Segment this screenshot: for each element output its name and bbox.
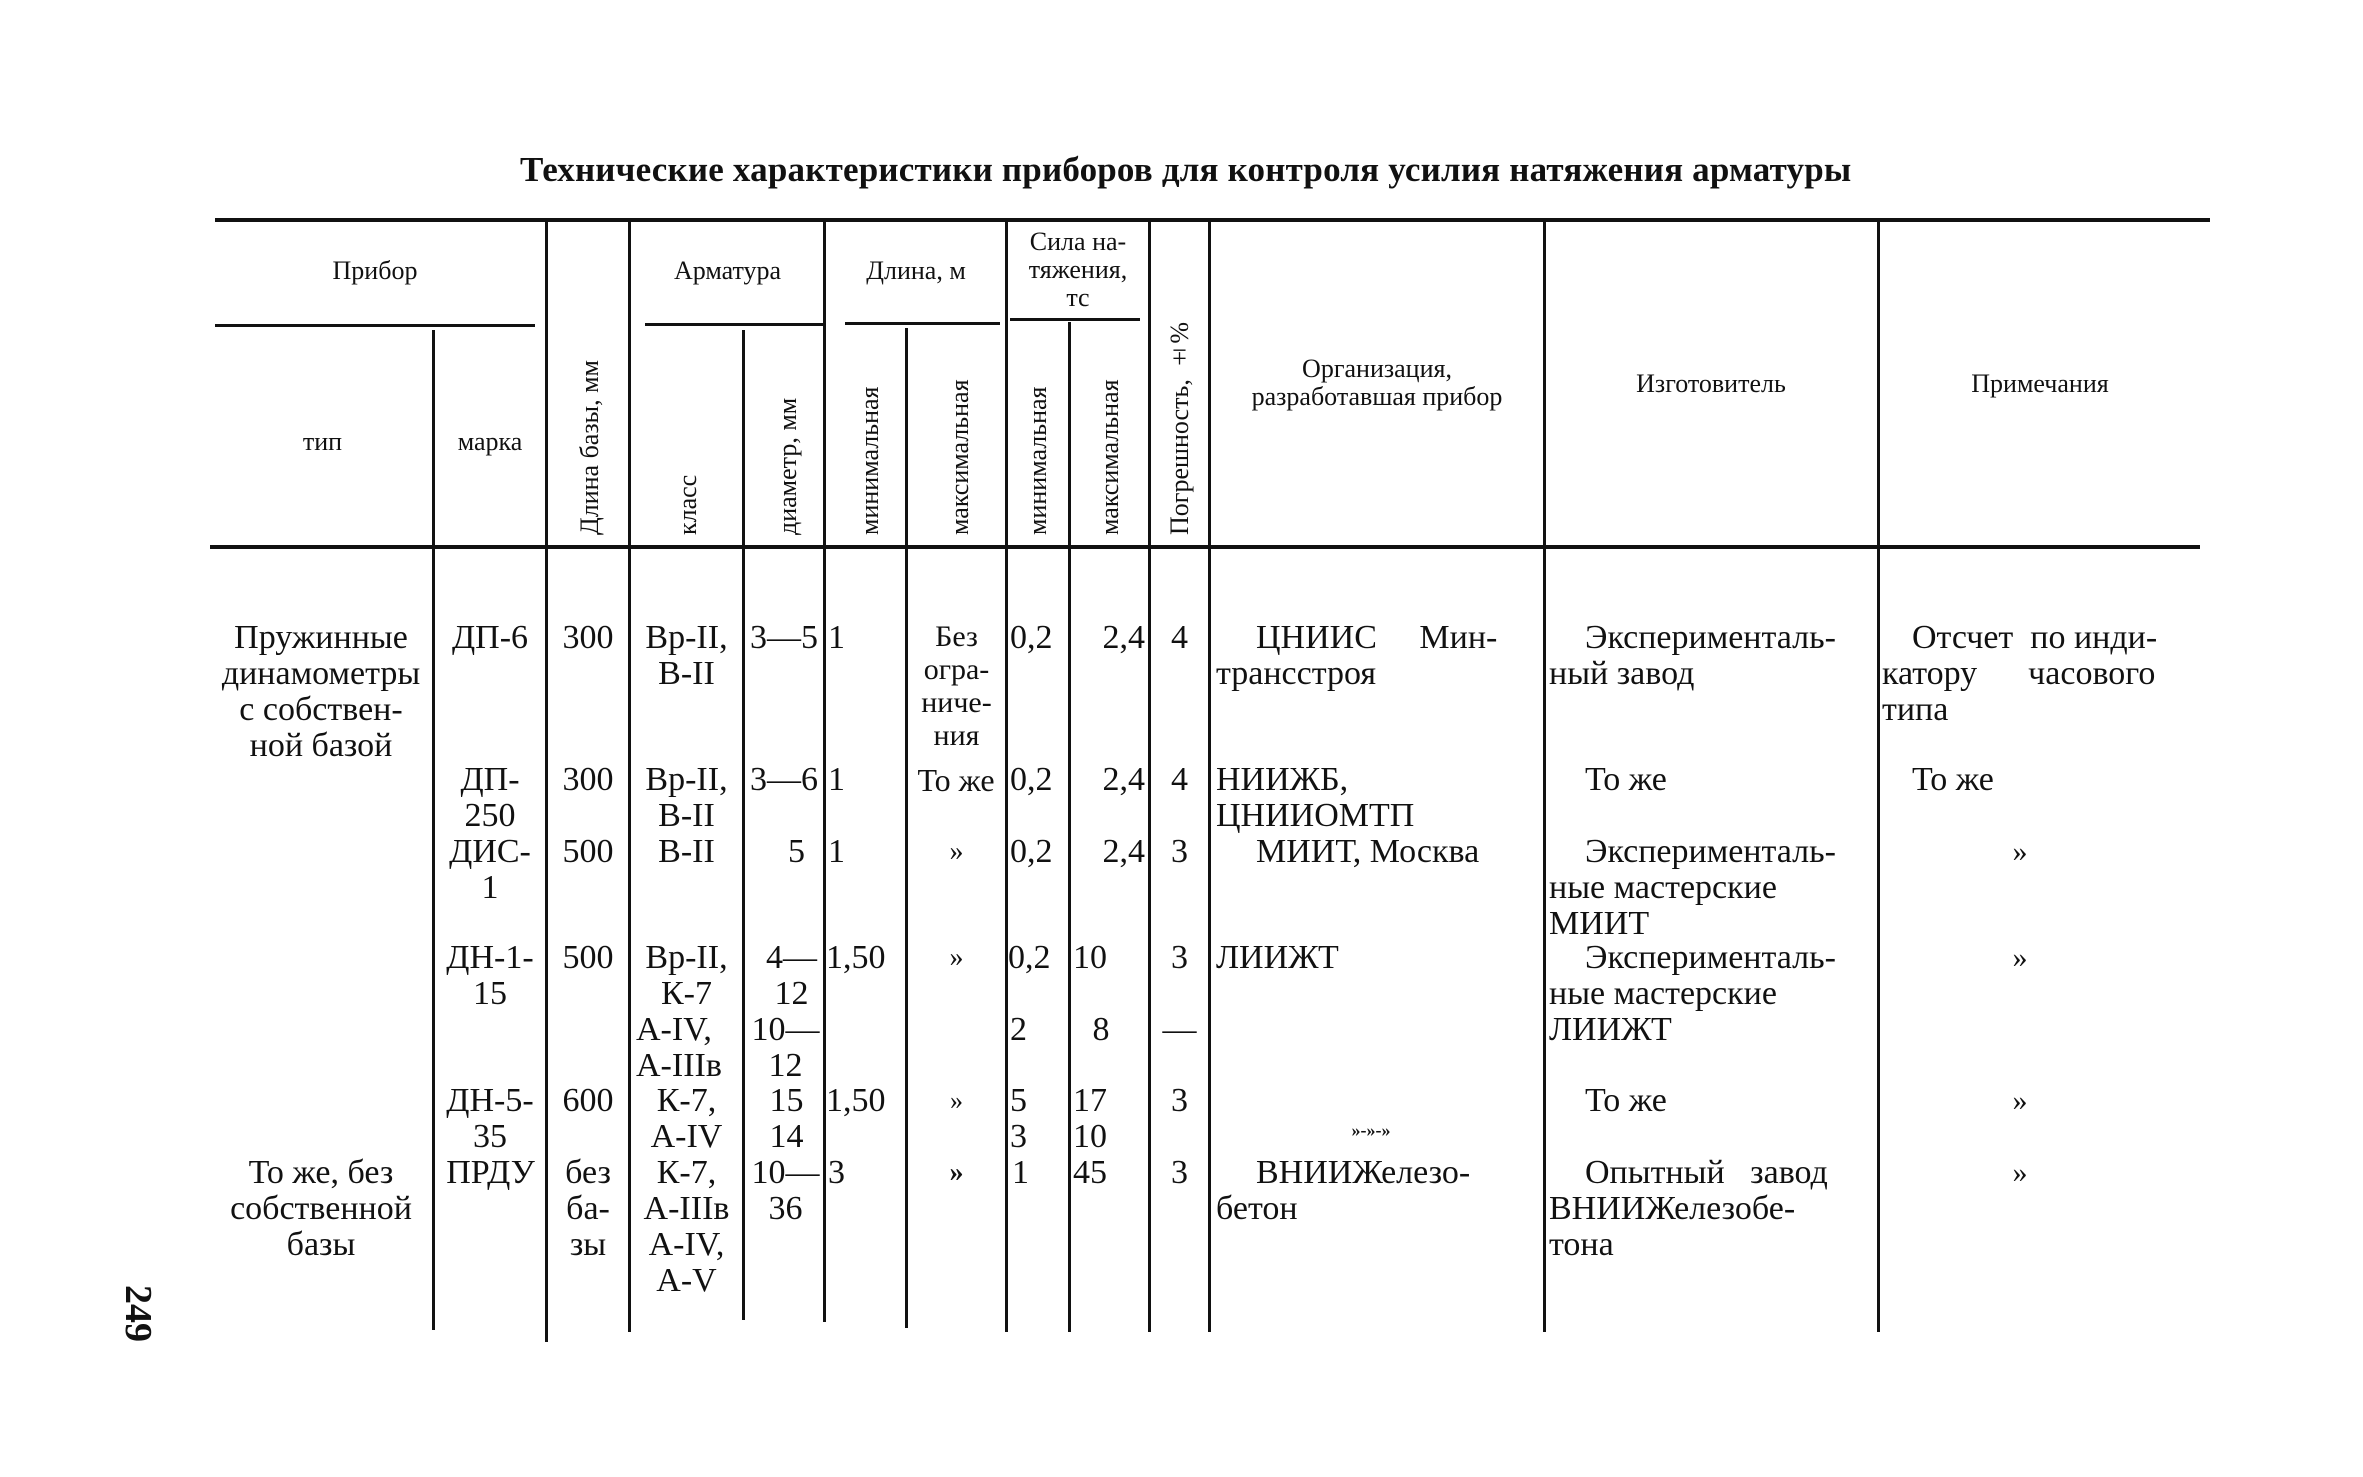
length-sub-rule <box>845 322 1000 325</box>
header-diameter: диаметр, мм <box>773 397 802 535</box>
cell-maker-r3: Эксперименталь- ные мастерские МИИТ <box>1549 833 1836 942</box>
cell-base-r2: 300 <box>562 761 614 798</box>
cell-fmax-r4: 10 <box>1073 939 1107 976</box>
header-class: класс <box>673 474 702 535</box>
header-length-max: максимальная <box>945 379 974 535</box>
header-organization: Организация, разработавшая прибор <box>1251 354 1503 411</box>
header-brand: марка <box>457 427 523 456</box>
vrule-fmin-fmax <box>1068 322 1071 1332</box>
cell-maker-r7: Опытный завод ВНИИЖелезобе- тона <box>1549 1154 1828 1263</box>
cell-org-r6: »-»-» <box>1351 1120 1391 1140</box>
cell-org-r7: ВНИИЖелезо- бетон <box>1216 1154 1471 1227</box>
cell-lenmax-r4: » <box>949 942 964 973</box>
cell-lenmin-r1: 1 <box>828 619 845 656</box>
cell-class-r7: К-7, А-IIIв А-IV, А-V <box>643 1154 730 1299</box>
cell-maker-r4: Эксперименталь- ные мастерские ЛИИЖТ <box>1549 939 1836 1048</box>
cell-diameter-r7: 10— 36 <box>751 1154 820 1227</box>
header-force-max: максимальная <box>1095 379 1124 535</box>
cell-org-r4: ЛИИЖТ <box>1216 939 1339 976</box>
cell-lenmin-r2: 1 <box>828 761 845 798</box>
cell-fmax-r1: 2,4 <box>1102 619 1145 656</box>
cell-note-r6: » <box>2012 1084 2028 1117</box>
cell-maker-r2: То же <box>1585 761 1667 798</box>
cell-note-r3: » <box>2012 835 2028 868</box>
cell-org-r3: МИИТ, Москва <box>1256 833 1480 870</box>
cell-fmax-r7: 45 <box>1073 1154 1107 1191</box>
cell-diameter-r4: 4— 12 <box>766 939 817 1012</box>
cell-fmin-r5: 2 <box>1010 1011 1027 1048</box>
cell-lenmax-r3: » <box>949 836 964 867</box>
header-notes: Примечания <box>1971 369 2109 398</box>
cell-fmax-r2: 2,4 <box>1102 761 1145 798</box>
cell-note-r1: Отсчет по инди- катору часового типа <box>1882 619 2158 728</box>
cell-diameter-r1: 3—5 <box>750 619 818 656</box>
cell-class-r2: Вр-II, В-II <box>645 761 728 834</box>
vrule-class-diam <box>742 330 745 1320</box>
cell-base-r7: без ба- зы <box>565 1154 611 1263</box>
device-sub-rule <box>215 324 535 327</box>
cell-type-r1: Пружинные динамометры с собствен- ной базой <box>221 619 421 764</box>
header-device: Прибор <box>332 256 418 285</box>
cell-lenmax-r1: Без огра- ниче- ния <box>921 620 992 752</box>
cell-type-r7: То же, без собственной базы <box>230 1154 412 1263</box>
cell-maker-r1: Эксперименталь- ный завод <box>1549 619 1836 692</box>
cell-lenmin-r3: 1 <box>828 833 845 870</box>
cell-fmin-r7: 1 <box>1012 1154 1029 1191</box>
header-length-min: минимальная <box>855 386 884 535</box>
cell-base-r6: 600 <box>562 1082 614 1119</box>
cell-brand-r6: ДН-5- 35 <box>446 1082 534 1155</box>
cell-base-r4: 500 <box>562 939 614 976</box>
cell-fmin-r6: 5 3 <box>1010 1082 1027 1155</box>
cell-brand-r2: ДП- 250 <box>460 761 520 834</box>
cell-class-r6: К-7, А-IV <box>650 1082 723 1155</box>
reinforcement-sub-rule <box>645 323 825 326</box>
header-base-length: Длина базы, мм <box>575 360 604 535</box>
cell-class-r5: А-IV, А-IIIв <box>636 1011 722 1084</box>
header-type: тип <box>302 427 343 456</box>
cell-note-r7: » <box>2012 1156 2028 1189</box>
cell-base-r3: 500 <box>562 833 614 870</box>
cell-org-r1: ЦНИИС Мин- трансстроя <box>1216 619 1498 692</box>
cell-class-r3: В-II <box>658 833 715 870</box>
header-bottom-rule <box>210 545 2200 549</box>
header-reinforcement: Арматура <box>673 256 782 285</box>
cell-error-r2: 4 <box>1171 761 1188 798</box>
cell-fmin-r3: 0,2 <box>1010 833 1053 870</box>
cell-fmax-r6: 17 10 <box>1073 1082 1107 1155</box>
cell-diameter-r5: 10— 12 <box>751 1011 820 1084</box>
table-title: Технические характеристики приборов для контроля усилия натяжения арматуры <box>520 150 1852 189</box>
cell-lenmax-r7: » <box>949 1157 964 1188</box>
header-manufacturer: Изготовитель <box>1636 369 1786 398</box>
cell-error-r6: 3 <box>1171 1082 1188 1119</box>
cell-note-r4: » <box>2012 941 2028 974</box>
cell-fmin-r4: 0,2 <box>1008 939 1051 976</box>
cell-brand-r3: ДИС- 1 <box>449 833 531 906</box>
cell-fmax-r3: 2,4 <box>1102 833 1145 870</box>
cell-fmax-r5: 8 <box>1092 1011 1110 1048</box>
cell-base-r1: 300 <box>562 619 614 656</box>
page-number: 249 <box>117 1285 159 1342</box>
header-force-min: минимальная <box>1023 386 1052 535</box>
header-force: Сила на- тяжения, тс <box>1028 227 1128 312</box>
cell-maker-r6: То же <box>1585 1082 1667 1119</box>
cell-error-r3: 3 <box>1171 833 1188 870</box>
cell-class-r4: Вр-II, К-7 <box>645 939 728 1012</box>
cell-diameter-r6: 15 14 <box>769 1082 804 1155</box>
cell-fmin-r2: 0,2 <box>1010 761 1053 798</box>
cell-class-r1: Вр-II, В-II <box>645 619 728 692</box>
cell-brand-r4: ДН-1- 15 <box>446 939 534 1012</box>
cell-error-r7: 3 <box>1171 1154 1188 1191</box>
cell-diameter-r2: 3—6 <box>750 761 818 798</box>
cell-lenmin-r4: 1,50 <box>826 939 886 976</box>
header-error: Погрешность, ±% <box>1165 322 1194 535</box>
cell-note-r2: То же <box>1912 761 1994 798</box>
header-length: Длина, м <box>866 256 966 285</box>
cell-error-r4: 3 <box>1171 939 1188 976</box>
force-sub-rule <box>1010 318 1140 321</box>
vrule-diam-lenmin <box>823 222 826 1322</box>
cell-org-r2: НИИЖБ, ЦНИИОМТП <box>1216 761 1415 834</box>
top-rule <box>215 218 2210 222</box>
cell-diameter-r3: 5 <box>788 833 805 870</box>
cell-brand-r1: ДП-6 <box>451 619 529 656</box>
cell-lenmax-r2: То же <box>917 762 995 798</box>
cell-error-r1: 4 <box>1171 619 1188 656</box>
cell-fmin-r1: 0,2 <box>1010 619 1053 656</box>
cell-error-r5: — <box>1162 1011 1197 1048</box>
cell-brand-r7: ПРДУ <box>446 1154 535 1191</box>
cell-lenmin-r7: 3 <box>828 1154 845 1191</box>
cell-lenmax-r6: » <box>950 1086 963 1115</box>
cell-lenmin-r6: 1,50 <box>826 1082 886 1119</box>
